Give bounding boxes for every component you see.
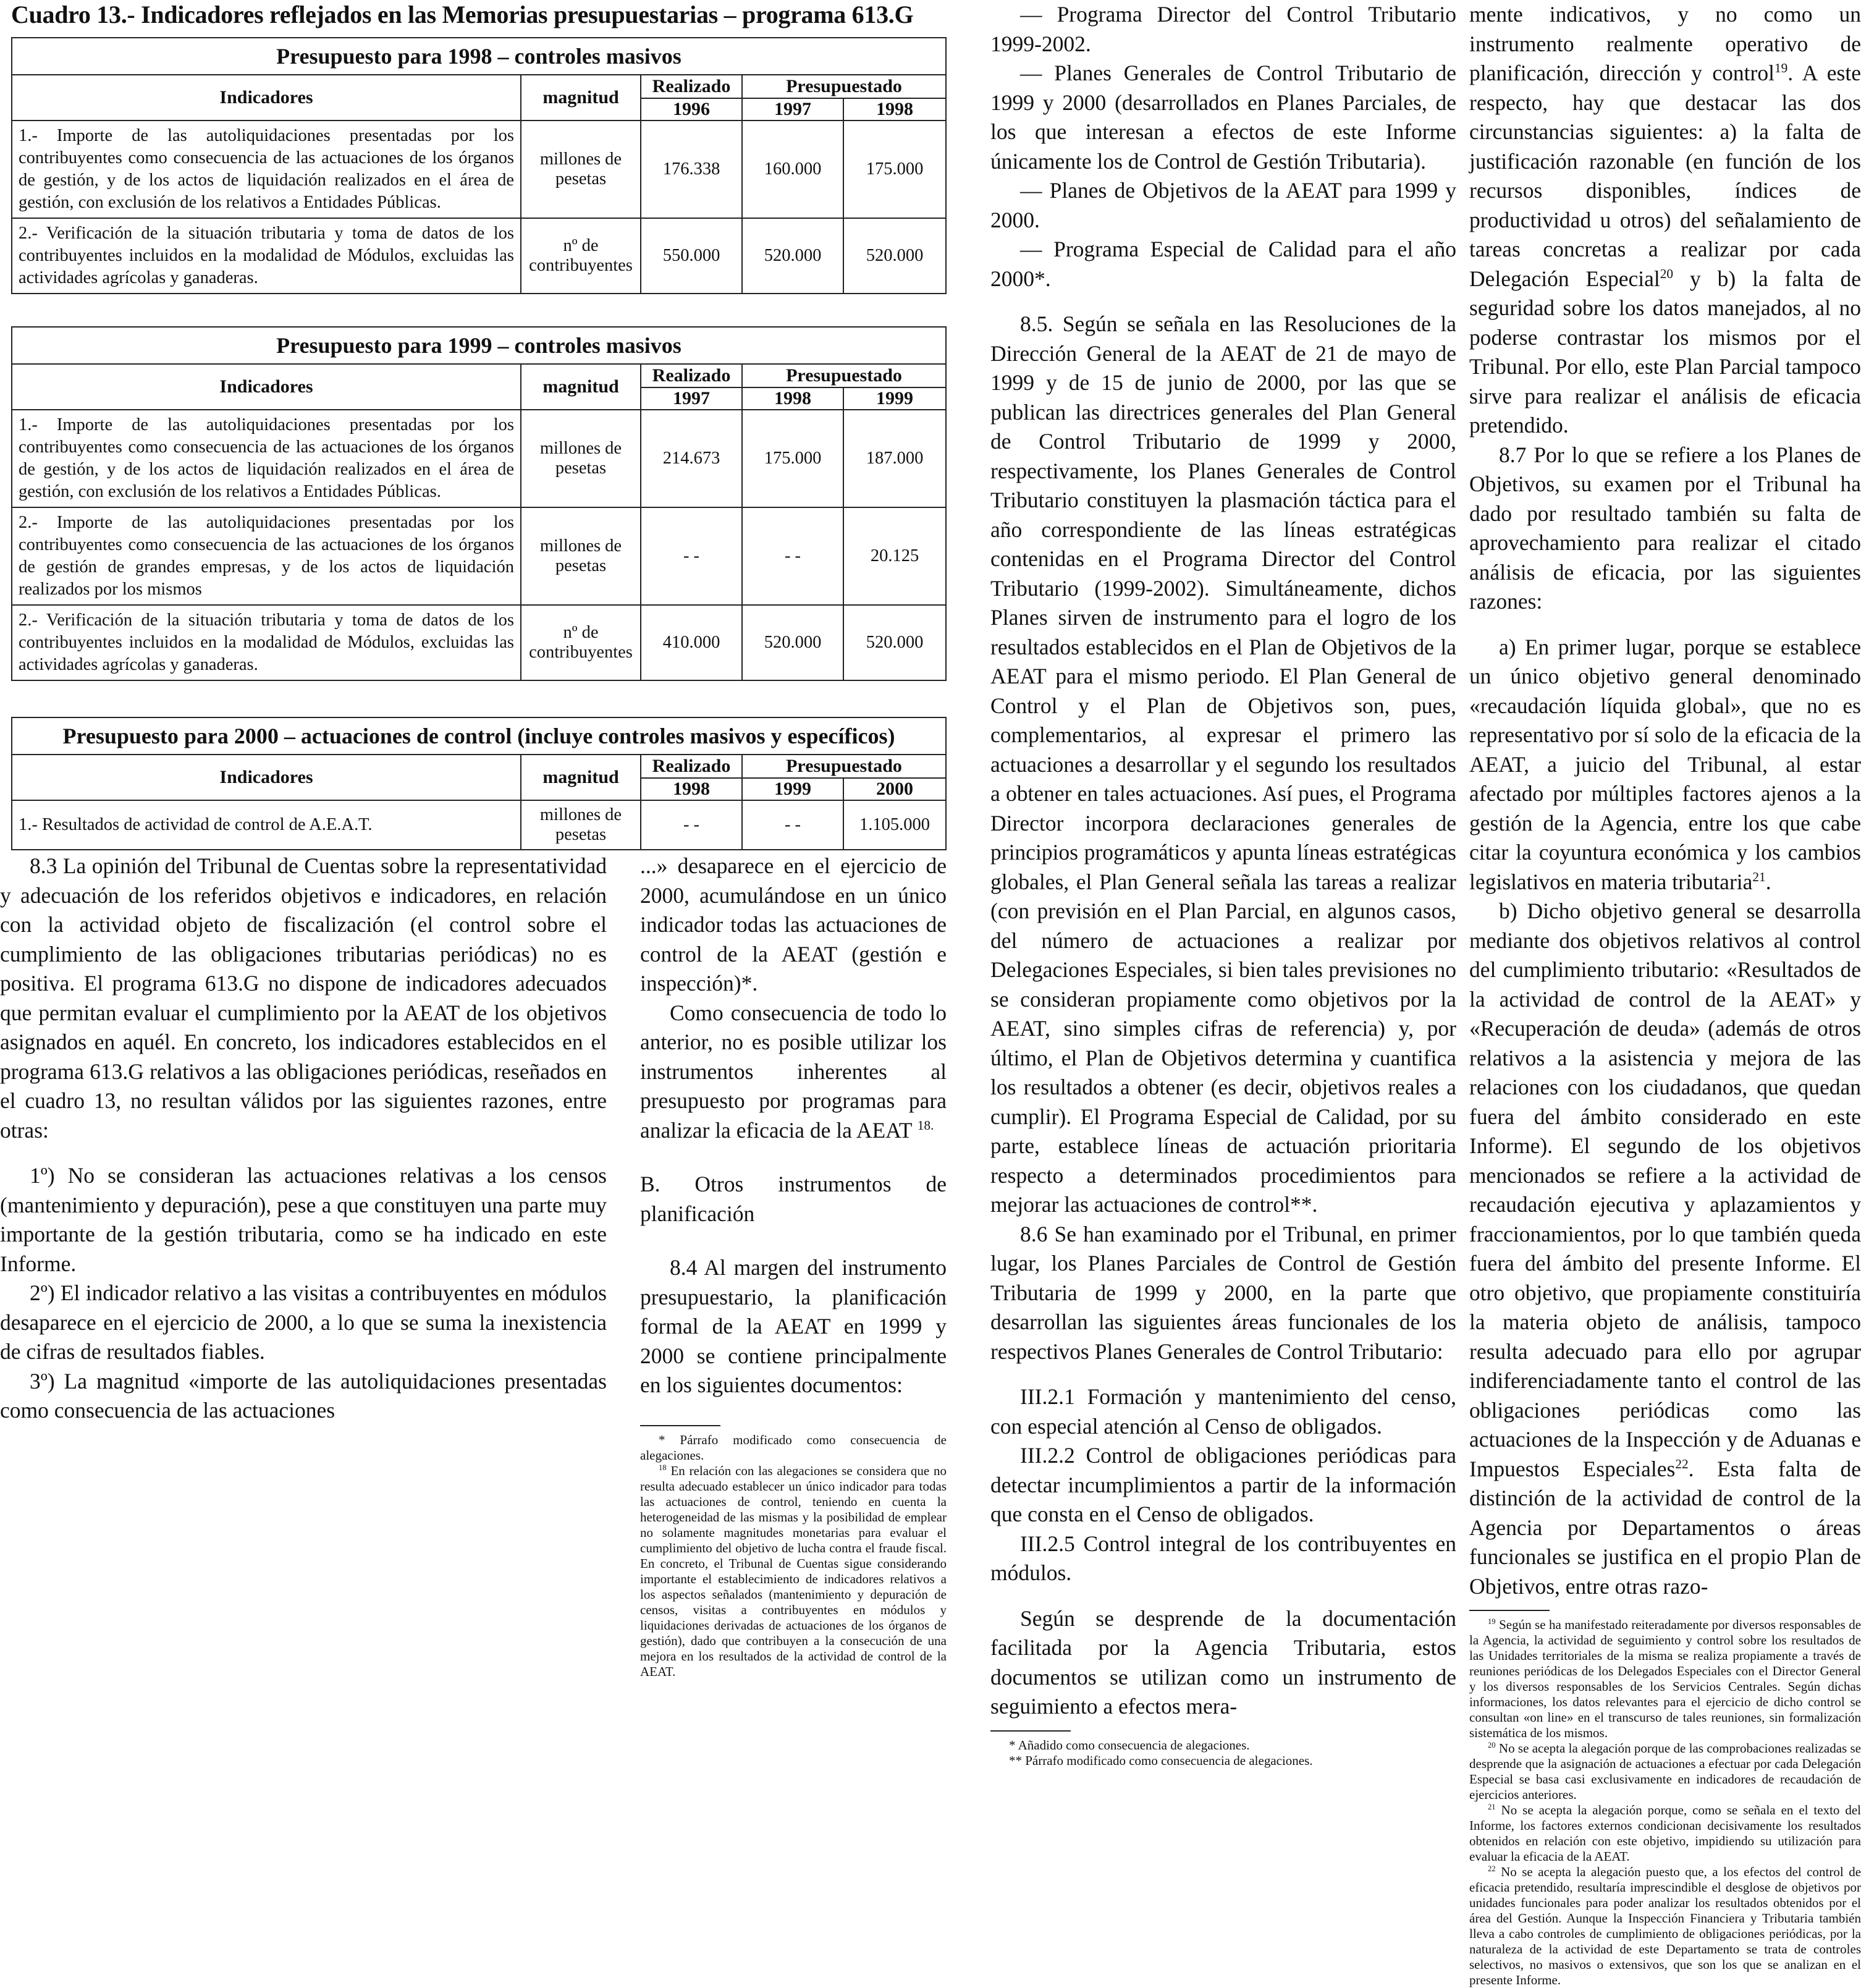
magnitude: millones de pesetas [521,507,641,605]
col-header-indicadores: Indicadores [12,364,521,410]
footnote-rule [1469,1610,1550,1611]
table-row [12,507,946,605]
paragraph-seguimiento: Según se desprende de la documentación facilitada por la Agencia Tributaria, estos documentos se utilizan como un instrumento de seguimiento a efectos mera- [990,1605,1456,1719]
value-presupuestado: 520.000 [843,218,946,294]
value-realizado: 410.000 [641,605,742,680]
right-text-column [1469,0,1861,1988]
value-realizado: 550.000 [641,218,742,294]
col-header-presupuestado: Presupuestado [742,75,946,98]
doc-list-item: — Programa Especial de Calidad para el año 2000*. [990,237,1456,291]
year-header: 1999 [843,387,946,410]
value-realizado: - - [641,507,742,605]
magnitude: millones de pesetas [521,800,641,850]
indicator-desc: 1.- Importe de las autoliquidaciones presentadas por los contribuyentes como consecuencia de las actuaciones de los órganos de gestión, y de los actos de liquidación realizados en el área de gestión, con exclusión de los relativos a Entidades Públicas. [12,410,521,507]
table-row [12,410,946,507]
col-header-presupuestado: Presupuestado [742,364,946,387]
value-presupuestado: 160.000 [742,121,843,218]
col-header-indicadores: Indicadores [12,75,521,121]
footnote-ref-22[interactable]: 22 [1675,1456,1689,1471]
table-1998 [11,37,947,294]
footnote-19: $^{19}$ Según se ha manifestado reiteradamente por diversos responsables de la Agencia, la actividad de seguimiento y control sobre los resultados de las Unidades territoriales de la misma se realiza propiamente a través de reuniones periódicas de los Delegados Especiales con el Director General y los diversos responsables de los Servicios Centrales. Según dichas informaciones, los datos relevantes para el ejercicio de dicho control se consultan «on line» en el transcurso de tales reuniones, sin formalización sistemática de los mismos. [1469,1617,1861,1740]
paragraph-8-4: 8.4 Al margen del instrumento presupuestario, la planificación formal de la AEAT en 1999 y 2000 se contiene principalmente en los siguientes documentos: [640,1255,947,1397]
footnote-rule [640,1425,720,1426]
area-item: III.2.2 Control de obligaciones periódicas para detectar incumplimientos a partir de la información que consta en el Censo de obligados. [990,1443,1456,1526]
cuadro-title: Cuadro 13.- Indicadores reflejados en las Memorias presupuestarias – programa 613.G [11,1,914,28]
footnote-ref-18[interactable]: 18. [917,1117,934,1133]
footnote-ref-20[interactable]: 20 [1660,266,1674,281]
paragraph-8-7: 8.7 Por lo que se refiere a los Planes de Objetivos, su examen por el Tribunal ha dado por resultado también su falta de aprovechamiento para realizar el citado análisis de eficacia, por las siguientes razones: [1469,442,1861,614]
second-text-column [640,852,947,1680]
paragraph-b: b) Dicho objetivo general se desarrolla mediante dos objetivos relativos al control del cumplimiento tributario: «Resultados de la actividad de control de la AEAT» y «Recuperación de deuda» (además de otros relativos a la asistencia y mejora de las relaciones con los ciudadanos, que quedan fuera del ámbito considerado en este Informe). El segundo de los objetivos mencionados se refiere a la actividad de recaudación ejecutiva y aplazamientos y fraccionamientos, por lo que también queda fuera del ámbito del presente Informe. El otro objetivo, que propiamente constituiría la materia objeto de análisis, tampoco resulta adecuado para ello por agrupar indiferenciadamente tanto el control de las obligaciones periódicas como las actuaciones de la Inspección y de Aduanas e Impuestos Especiales$^{22}$. Esta falta de distinción de la actividad de control de la Agencia por Departamentos o áreas funcionales se justifica en el propio Plan de Objetivos, entre otras razo- [1469,899,1861,1599]
table-title: Presupuesto para 2000 – actuaciones de control (incluye controles masivos y específicos) [12,717,946,755]
footnote-star: * Añadido como consecuencia de alegaciones. [1009,1737,1250,1753]
value-presupuestado: 175.000 [843,121,946,218]
paragraph-8-3: 8.3 La opinión del Tribunal de Cuentas sobre la representatividad y adecuación de los referidos objetivos e indicadores, en relación con la actividad objeto de fiscalización (el control sobre el cumplimiento de las obligaciones tributarias periódicas) no es positiva. El programa 613.G no dispone de indicadores adecuados que permitan evaluar el cumplimiento por la AEAT de los objetivos asignados en aquél. En concreto, los indicadores establecidos en el programa 613.G relativos a las obligaciones periódicas, reseñados en el cuadro 13, no resultan válidos por las siguientes razones, entre otras: [0,853,607,1143]
footnote-18: $^{18}$ En relación con las alegaciones se considera que no resulta adecuado establecer un único indicador para todas las actuaciones de control, teniendo en cuenta la heterogeneidad de las mismas y la posibilidad de emplear no solamente magnitudes monetarias para evaluar el cumplimiento del objetivo de lucha contra el fraude fiscal. En concreto, el Tribunal de Cuentas sigue considerando importante el establecimiento de indicadores relativos a los aspectos señalados (mantenimiento y depuración de censos, visitas a contribuyentes en módulos y liquidaciones derivadas de actuaciones de los órganos de gestión), dado que contribuyen a la consecución de una mejora en los resultados de la actividad de control de la AEAT. [640,1463,947,1679]
paragraph-reason-1: 1º) No se consideran las actuaciones relativas a los censos (mantenimiento y depuración), pese a que constituyen una parte muy importante de la gestión tributaria, como se ha indicado en este Informe. [0,1163,607,1276]
table-1999 [11,326,947,681]
footnote-ref-19[interactable]: 19 [1774,61,1788,76]
paragraph-continuation: mente indicativos, y no como un instrumento realmente operativo de planificación, dirección y control$^{19}$. A este respecto, hay que destacar las dos circunstancias siguientes: a) la falta de justificación razonable (en función de los recursos disponibles, índices de productividad u otros) del señalamiento de tareas concretas a realizar por cada Delegación Especial$^{20}$ y b) la falta de seguridad sobre los datos manejados, al no poderse contrastar los mismos por el Tribunal. Por ello, este Plan Parcial tampoco sirve para realizar el análisis de eficacia pretendido. [1469,2,1861,438]
col-header-presupuestado: Presupuestado [742,755,946,778]
indicator-desc: 2.- Verificación de la situación tributaria y toma de datos de los contribuyentes incluidos en la modalidad de Módulos, excluidas las actividades agrícolas y ganaderas. [12,218,521,294]
paragraph-reason-3: 3º) La magnitud «importe de las autoliquidaciones presentadas como consecuencia de las actuaciones [0,1368,607,1423]
footnote-22: $^{22}$ No se acepta la alegación puesto que, a los efectos del control de eficacia pretendido, resultaría imprescindible el desglose de objetivos por unidades funcionales para poder analizar los resultados obtenidos por el área del Gestión. Aunque la Inspección Financiera y Tributaria también lleva a cabo controles de cumplimiento de obligaciones periódicas, por la naturaleza de la actividad de este Departamento se trata de controles selectivos, no masivos o extensivos, que son los que se analizan en el presente Informe. [1469,1864,1861,1987]
value-presupuestado: - - [742,800,843,850]
year-header: 1998 [742,387,843,410]
doc-list-item: — Planes de Objetivos de la AEAT para 1999 y 2000. [990,178,1456,232]
table-2000 [11,717,947,850]
col-header-realizado: Realizado [641,364,742,387]
area-item: III.2.5 Control integral de los contribuyentes en módulos. [990,1531,1456,1585]
left-text-column [0,852,607,1426]
year-header: 1998 [843,98,946,121]
footnote-20: $^{20}$ No se acepta la alegación porque de las comprobaciones realizadas se desprende que la asignación de actuaciones a efectuar por cada Delegación Especial se basa casi exclusivamente en indicadores de recaudación de ejercicios anteriores. [1469,1741,1861,1802]
col-header-realizado: Realizado [641,75,742,98]
middle-text-column [990,0,1456,1769]
value-realizado: 214.673 [641,410,742,507]
footnote-star: * Párrafo modificado como consecuencia de alegaciones. [640,1432,947,1463]
footnote-21: $^{21}$ No se acepta la alegación porque, como se señala en el texto del Informe, los factores externos condicionan decisivamente los resultados obtenidos en relación con este objetivo, impidiendo su utilización para evaluar la eficacia de la AEAT. [1469,1803,1861,1864]
year-header: 1996 [641,98,742,121]
indicator-desc: 1.- Importe de las autoliquidaciones presentadas por los contribuyentes como consecuencia de las actuaciones de los órganos de gestión, y de los actos de liquidación realizados en el área de gestión, con exclusión de los relativos a Entidades Públicas. [12,121,521,218]
doc-list-item: — Programa Director del Control Tributario 1999-2002. [990,2,1456,56]
value-presupuestado: 1.105.000 [843,800,946,850]
value-presupuestado: 20.125 [843,507,946,605]
doc-list-item: — Planes Generales de Control Tributario de 1999 y 2000 (desarrollados en Planes Parciales, de los que interesan a efectos de este Informe únicamente los de Control de Gestión Tributaria). [990,61,1456,174]
table-row [12,218,946,294]
col-header-indicadores: Indicadores [12,755,521,800]
year-header: 1997 [742,98,843,121]
value-presupuestado: 520.000 [742,605,843,680]
indicator-desc: 2.- Importe de las autoliquidaciones presentadas por los contribuyentes como consecuencia de las actuaciones de los órganos de gestión de grandes empresas, y de los actos de liquidación realizados por los mismos [12,507,521,605]
table-row [12,121,946,218]
magnitude: millones de pesetas [521,121,641,218]
value-presupuestado: 520.000 [843,605,946,680]
col-header-magnitud: magnitud [521,75,641,121]
col-header-realizado: Realizado [641,755,742,778]
col-header-magnitud: magnitud [521,755,641,800]
table-row [12,605,946,680]
magnitude: millones de pesetas [521,410,641,507]
value-presupuestado: - - [742,507,843,605]
footnote-ref-21[interactable]: 21 [1752,869,1766,884]
table-row [12,800,946,850]
value-presupuestado: 187.000 [843,410,946,507]
magnitude: nº de contribuyentes [521,605,641,680]
value-realizado: 176.338 [641,121,742,218]
paragraph-reason-2: 2º) El indicador relativo a las visitas a contribuyentes en módulos desaparece en el ejercicio de 2000, a lo que se suma la inexistencia de cifras de resultados fiables. [0,1280,607,1364]
table-title: Presupuesto para 1998 – controles masivos [12,38,946,75]
paragraph-a: a) En primer lugar, porque se establece un único objetivo general denominado «recaudación líquida global», que no es representativo por sí solo de la eficacia de la AEAT, a juicio del Tribunal, al estar afectado por múltiples factores ajenos a la gestión de la Agencia, entre los que cabe citar la coyuntura económica y los cambios legislativos en materia tributaria$^{21}$. [1469,634,1861,894]
indicator-desc: 1.- Resultados de actividad de control de A.E.A.T. [12,800,521,850]
area-item: III.2.1 Formación y mantenimiento del censo, con especial atención al Censo de obligados. [990,1384,1456,1439]
paragraph-continuation: ...» desaparece en el ejercicio de 2000, acumulándose en un único indicador todas las actuaciones de control de la AEAT (gestión e inspección)*. [640,853,947,996]
paragraph-conclusion: Como consecuencia de todo lo anterior, no es posible utilizar los instrumentos inherentes al presupuesto por programas para analizar la eficacia de la AEAT $^{18.}$ [640,1000,947,1143]
year-header: 1997 [641,387,742,410]
magnitude: nº de contribuyentes [521,218,641,294]
paragraph-8-6: 8.6 Se han examinado por el Tribunal, en primer lugar, los Planes Parciales de Control de Gestión Tributaria de 1999 y 2000, en la parte que desarrollan las siguientes áreas funcionales de los respectivos Planes Generales de Control Tributario: [990,1221,1456,1364]
indicator-desc: 2.- Verificación de la situación tributaria y toma de datos de los contribuyentes incluidos en la modalidad de Módulos, excluidas las actividades agrícolas y ganaderas. [12,605,521,680]
year-header: 2000 [843,778,946,800]
year-header: 1999 [742,778,843,800]
value-presupuestado: 520.000 [742,218,843,294]
table-title: Presupuesto para 1999 – controles masivos [12,327,946,364]
year-header: 1998 [641,778,742,800]
section-heading-b: B. Otros instrumentos de planificación [640,1172,947,1226]
paragraph-8-5: 8.5. Según se señala en las Resoluciones de la Dirección General de la AEAT de 21 de mayo de 1999 y de 15 de junio de 2000, por las que se publican las directrices generales del Plan General de Control Tributario de 1999 y 2000, respectivamente, los Planes Generales de Control Tributario constituyen la plasmación táctica para el año correspondiente de las líneas estratégicas contenidas en el Programa Director del Control Tributario (1999-2002). Simultáneamente, dichos Planes sirven de instrumento para el logro de los resultados establecidos en el Plan de Objetivos de la AEAT para el mismo periodo. El Plan General de Control y el Plan de Objetivos son, pues, complementarios, al expresar el primero las actuaciones a desarrollar y el segundo los resultados a obtener en tales actuaciones. Así pues, el Programa Director incorpora declaraciones generales de principios programáticos y apunta líneas estratégicas globales, el Plan General señala las tareas a realizar (con previsión en el Plan Parcial, en algunos casos, del número de actuaciones a realizar por Delegaciones Especiales, si bien tales previsiones no se consideran propiamente como objetivos por la AEAT, sino simples cifras de referencia) y, por último, el Plan de Objetivos determina y cuantifica los resultados a obtener (es decir, objetivos reales a cumplir). El Programa Especial de Calidad, por su parte, establece líneas de actuación prioritaria respecto a determinados procedimientos para mejorar las actuaciones de control**. [990,311,1456,1217]
footnote-double-star: ** Párrafo modificado como consecuencia de alegaciones. [1009,1753,1313,1768]
footnote-rule [990,1730,1071,1732]
col-header-magnitud: magnitud [521,364,641,410]
value-presupuestado: 175.000 [742,410,843,507]
value-realizado: - - [641,800,742,850]
